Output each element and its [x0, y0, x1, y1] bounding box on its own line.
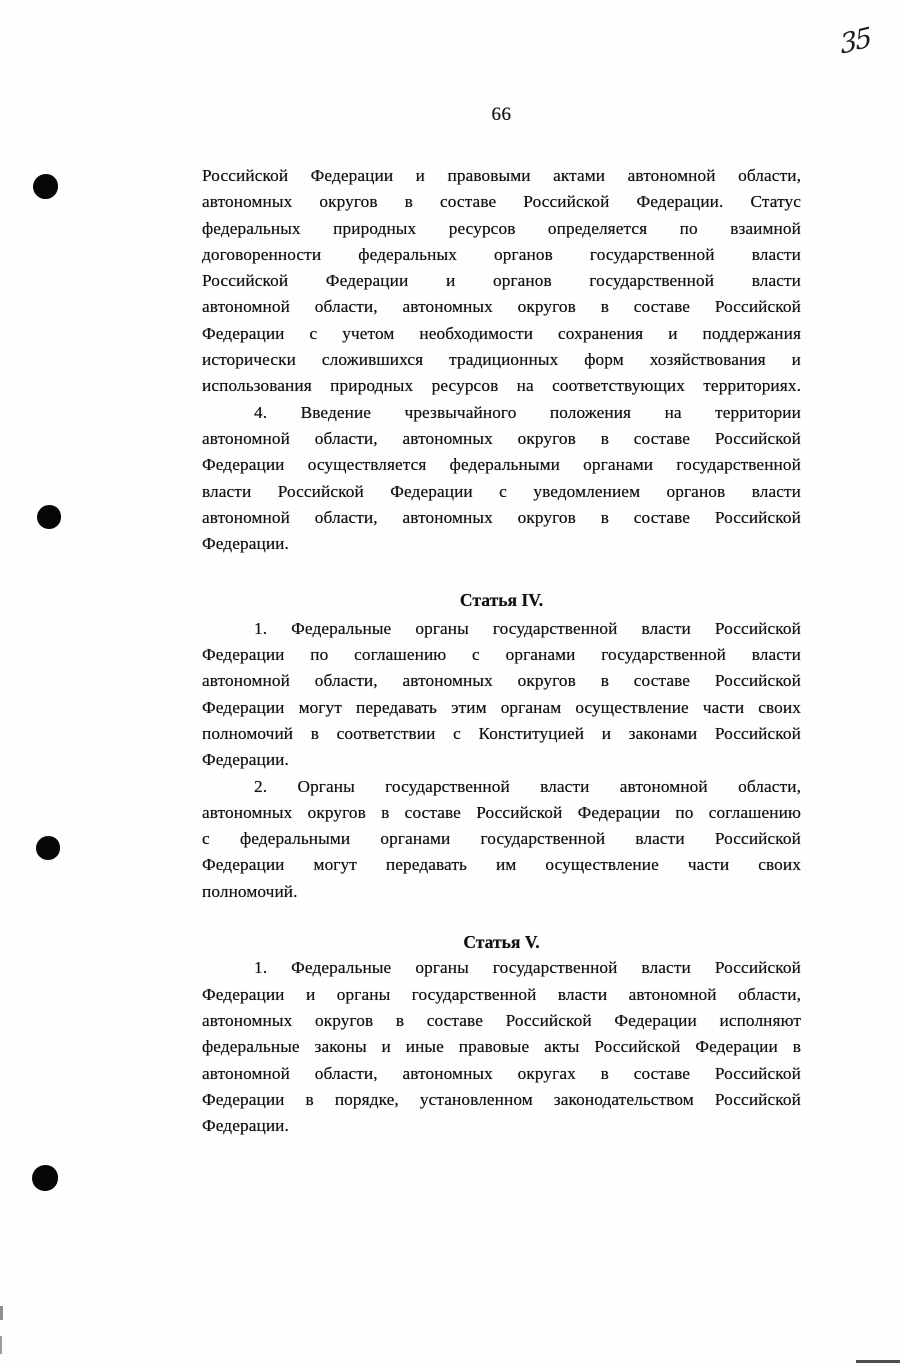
handwritten-page-mark: 35 [838, 22, 872, 61]
text-line: автономной области, автономных округах в составе Российской [202, 1063, 801, 1083]
text-line: полномочий. [202, 881, 298, 901]
paragraph [202, 163, 801, 400]
text-line: власти Российской Федерации с уведомлением органов власти [202, 481, 801, 501]
text-line: использования природных ресурсов на соответствующих территориях. [202, 376, 801, 396]
section-heading-iv: Статья IV. [459, 590, 544, 611]
paragraph [202, 616, 801, 774]
text-line: 4. Введение чрезвычайного положения на территории [254, 402, 801, 422]
text-line: автономной области, автономных округов в составе Российской [202, 671, 801, 691]
text-line: полномочий в соответствии с Конституцией и законами Российской [202, 723, 801, 743]
text-column [202, 163, 801, 1139]
text-line: автономных округов в составе Российской Федерации. Статус [202, 192, 801, 212]
text-line: автономной области, автономных округов в составе Российской [202, 507, 801, 527]
text-line: 2. Органы государственной власти автономной области, [254, 776, 801, 796]
text-line: Российской Федерации и правовыми актами автономной области, [202, 166, 801, 185]
page-number: 66 [491, 104, 512, 125]
text-line: автономной области, автономных округов в составе Российской [202, 428, 801, 448]
text-line: автономной области, автономных округов в составе Российской [202, 297, 801, 317]
text-line: с федеральными органами государственной власти Российской [202, 829, 801, 849]
scan-artifact-speck [0, 1336, 2, 1354]
scan-artifact-speck [0, 1306, 3, 1320]
text-line: 1. Федеральные органы государственной власти Российской [254, 958, 801, 978]
text-line: исторически сложившихся традиционных форм хозяйствования и [202, 350, 801, 370]
paragraph [202, 774, 801, 905]
text-line: автономных округов в составе Российской Федерации исполняют [202, 1010, 801, 1030]
text-line: Федерации. [202, 1116, 289, 1136]
text-line: федеральные законы и иные правовые акты Российской Федерации в [202, 1037, 801, 1057]
text-line: федеральных природных ресурсов определяется по взаимной [202, 218, 801, 238]
paragraph [202, 955, 801, 1139]
text-line: Федерации в порядке, установленном законодательством Российской [202, 1089, 801, 1109]
text-line: договоренности федеральных органов государственной власти [202, 244, 801, 264]
text-line: Федерации осуществляется федеральными органами государственной [202, 455, 801, 475]
text-line: Федерации. [202, 750, 289, 770]
text-line: Федерации. [202, 534, 289, 554]
text-line: Федерации могут передавать им осуществление части своих [202, 855, 801, 875]
text-line: Федерации и органы государственной власти автономной области, [202, 984, 801, 1004]
text-line: автономных округов в составе Российской Федерации по соглашению [202, 802, 801, 822]
paragraph [202, 400, 801, 558]
punch-hole-dot [32, 1165, 58, 1191]
text-line: Российской Федерации и органов государственной власти [202, 271, 801, 291]
text-line: 1. Федеральные органы государственной власти Российской [254, 618, 801, 638]
scan-artifact-line [856, 1360, 900, 1363]
section-heading-v: Статья V. [463, 932, 540, 953]
text-line: Федерации по соглашению с органами государственной власти [202, 645, 801, 665]
punch-hole-dot [33, 174, 58, 199]
punch-hole-dot [36, 836, 60, 860]
text-line: Федерации с учетом необходимости сохранения и поддержания [202, 323, 801, 343]
punch-hole-dot [37, 505, 61, 529]
text-line: Федерации могут передавать этим органам осуществление части своих [202, 697, 801, 717]
